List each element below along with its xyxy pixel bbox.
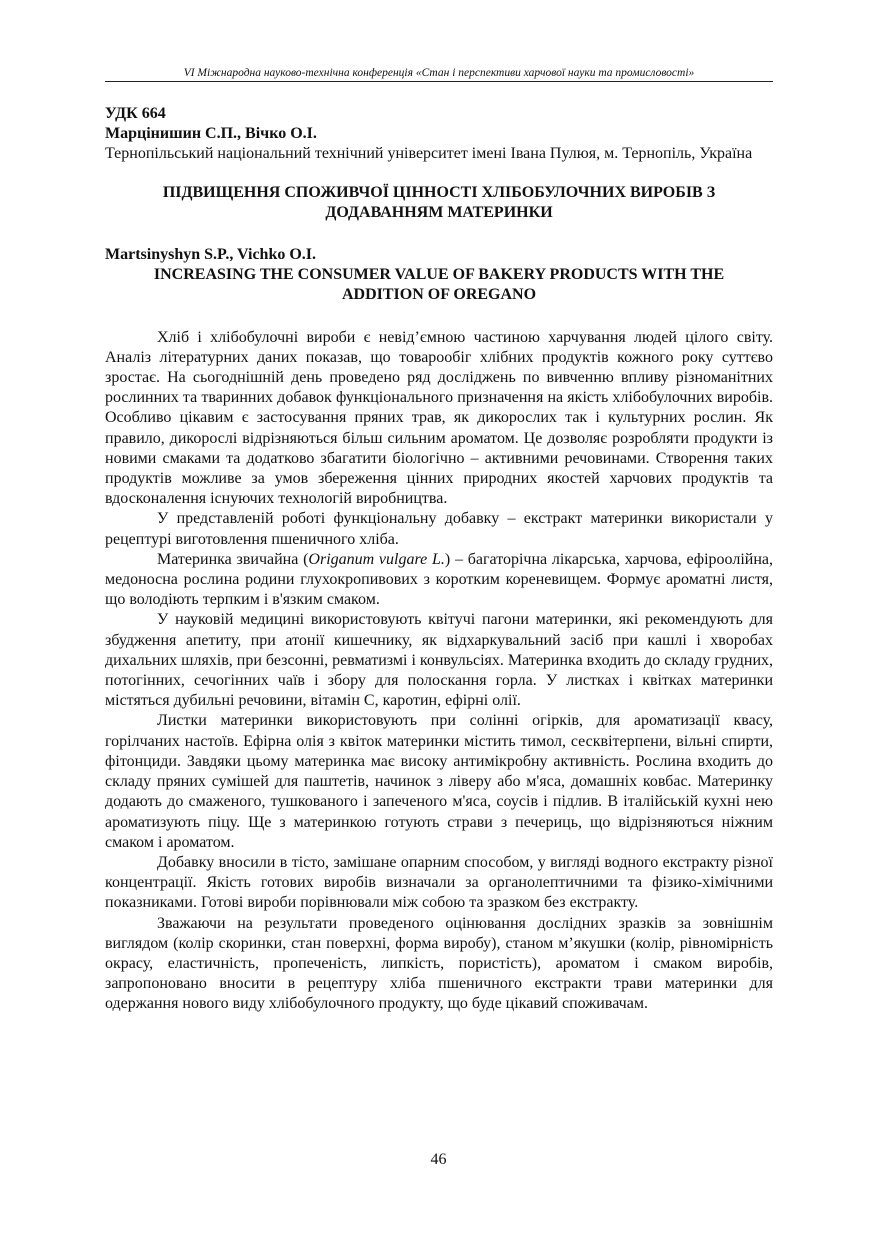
paragraph-7: Зважаючи на результати проведеного оцінювання дослідних зразків за зовнішнім виглядом (колір скоринки, стан поверхні, форма виробу), станом м’якушки (колір, рівномірність окрасу, еластичність, пропеченість, липкість, пористість), ароматом і смаком виробів, запропоновано вносити в рецептуру хліба пшеничного екстракти трави материнки для одержання нового виду хлібобулочного продукту, що буде цікавий споживачам. bbox=[105, 914, 773, 1013]
affiliation: Тернопільський національний технічний університет імені Івана Пулюя, м. Тернопіль, Україна bbox=[105, 145, 753, 163]
paragraph-4: У науковій медицині використовують квітучі пагони материнки, які рекомендують для збудження апетиту, при атонії кишечнику, як відхаркувальний засіб при кашлі і хворобах дихальних шляхів, при безсонні, ревматизмі і конвульсіях. Материнка входить до складу грудних, потогінних, сечогінних чаїв і збору для полоскання горла. У листках і квітках материнки містяться дубильні речовини, вітамін С, каротин, ефірні олії. bbox=[105, 611, 774, 710]
paragraph-5: Листки материнки використовують при солінні огірків, для ароматизації квасу, горілчаних настоїв. Ефірна олія з квіток материнки містить тимол, сесквітерпени, вільні спирти, фітонциди. Завдяки цьому материнка має високу антимікробну активність. Рослина входить до складу пряних сумішей для паштетів, начинок з ліверу або м'яса, домашніх ковбас. Материнку додають до смаженого, тушкованого і запеченого м'яса, соусів і підлив. В італійській кухні нею ароматизують піцу. Ще з материнкою готують страви з печериць, що відрізняються ніжним смаком і ароматом. bbox=[105, 712, 773, 851]
paragraph-3 bbox=[105, 550, 773, 611]
paragraph-2: У представленій роботі функціональну добавку – екстракт материнки використали у рецептурі виготовлення пшеничного хліба. bbox=[105, 510, 773, 548]
article-content bbox=[105, 104, 773, 1015]
paragraph-3-text-a: Материнка звичайна ( bbox=[157, 550, 309, 568]
header-rule bbox=[105, 81, 773, 82]
authors-ua: Марцінишин С.П., Вічко О.І. bbox=[105, 125, 317, 143]
paragraph-6: Добавку вносили в тісто, замішане опарним способом, у вигляді водного екстракту різної концентрації. Якість готових виробів визначали за органолептичними та фізико-хімічними показниками. Готові вироби порівнювали між собою та зразком без екстракту. bbox=[105, 853, 773, 912]
paragraph-1: Хліб і хлібобулочні вироби є невід’ємною частиною харчування людей цілого світу. Аналіз літературних даних показав, що товарообіг хлібних продуктів кожного року суттєво зростає. На сьогоднішній день проведено ряд досліджень по вивченню впливу різноманітних рослинних та тваринних добавок функціонального призначення на якість хлібобулочних виробів. Особливо цікавим є застосування пряних трав, як дикорослих так і культурних рослин. Як правило, дикорослі відрізняються більш сильним ароматом. Це дозволяє розробляти продукти із новими смаками та додатково збагатити біологічно – активними речовинами. Створення таких продуктів можливе за умов збереження цінних природних якостей харчових продуктів та вдосконалення існуючих технологій виробництва. bbox=[105, 328, 773, 508]
udk-code: УДК 664 bbox=[105, 105, 166, 122]
latin-name: Origanum vulgare L. bbox=[308, 550, 445, 568]
paragraph-3-text-b: ) – багаторічна лікарська, харчова, ефіроолійна, медоносна рослина родини глухокропивових з коротким кореневищем. Формує ароматні листя, що володіють терпким і в'язким смаком. bbox=[105, 550, 774, 609]
authors-en: Martsinyshyn S.P., Vichko O.I. bbox=[105, 246, 317, 264]
page-number: 46 bbox=[430, 1151, 447, 1168]
title-en: INCREASING THE CONSUMER VALUE OF BAKERY PRODUCTS WITH THE ADDITION OF OREGANO bbox=[153, 266, 725, 304]
article-body bbox=[105, 328, 773, 1015]
title-ua: ПІДВИЩЕННЯ СПОЖИВЧОЇ ЦІННОСТІ ХЛІБОБУЛОЧНИХ ВИРОБІВ З ДОДАВАННЯМ МАТЕРИНКИ bbox=[162, 183, 716, 221]
running-header: VI Міжнародна науково-технічна конференція «Стан і перспективи харчової науки та промисловості» bbox=[183, 67, 695, 79]
